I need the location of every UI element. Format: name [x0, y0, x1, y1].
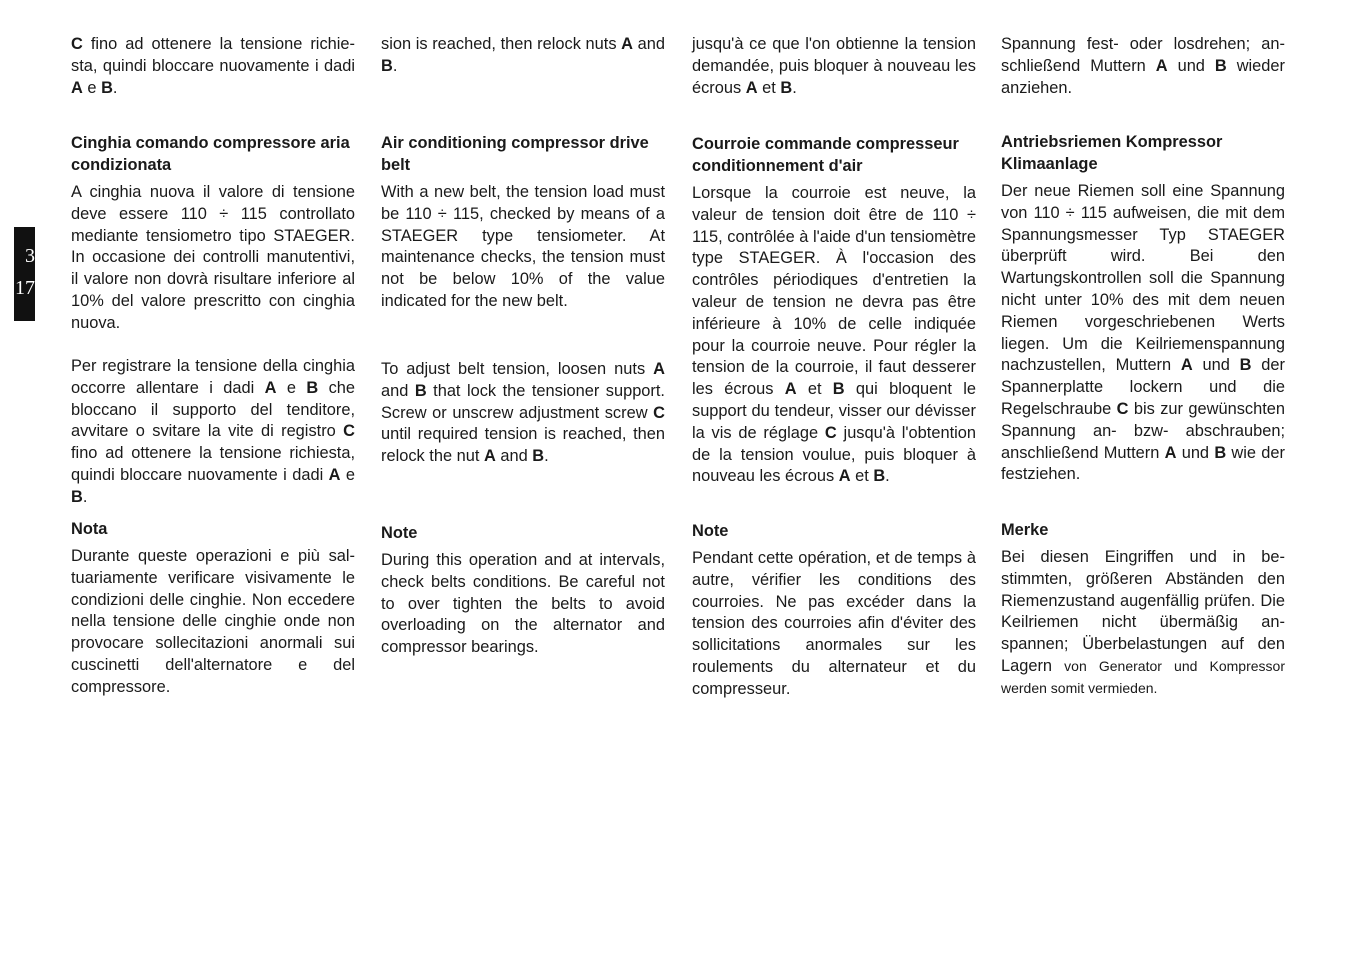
bold-label: A	[745, 78, 758, 97]
paragraph-tension: With a new belt, the tension load must be 110 ÷ 115, checked by means of a STAEGER type tensiometer. At maintenance checks, the tension must not be below 10% of the value indicated for the new belt.	[381, 183, 665, 310]
continuation-text: jusqu'à ce que l'on obtienne la tension demandée, puis bloquer à nouveau les écrous A et B.	[692, 35, 976, 97]
paragraph-adjustment: Per registrare la tensione della cinghia occorre allentare i dadi A e B che bloccano il supporto del tenditore, avvitare o svitare la vite di registro C fino ad ottenere la tensione richiesta, quindi bloccare nuovamente i dadi A e B.	[71, 357, 356, 506]
paragraph-tension: A cinghia nuova il valore di tensione deve essere 110 ÷ 115 controllato mediante tensiometro tipo STAEGER. In occasione dei controlli manutentivi, il valore non dovrà risultare inferiore al 10% del valore prescritto con cinghia nuova.	[71, 183, 355, 332]
bold-label: B	[873, 467, 886, 486]
note-title: Merke	[1001, 521, 1049, 539]
bold-label: A	[483, 447, 496, 466]
bold-label: B	[532, 447, 545, 466]
note-text-small: von Generator und Kompressor werden somit vermieden.	[1001, 657, 1285, 696]
section-tab-page: 17	[15, 277, 35, 299]
bold-label: C	[653, 403, 665, 422]
bold-label: B	[780, 78, 793, 97]
bold-label: B	[71, 487, 83, 506]
bold-label: B	[832, 380, 845, 399]
bold-label: A	[264, 378, 277, 397]
paragraph-adjustment: To adjust belt tension, loosen nuts A and B that lock the tensioner support. Screw or unscrew adjustment screw C until required tension is reached, then relock the nut A and B.	[381, 360, 665, 466]
section-heading: Air conditioning compressor drive belt	[381, 134, 649, 174]
bold-label: A	[71, 78, 83, 97]
bold-label: C	[1116, 399, 1129, 418]
bold-label: B	[414, 381, 427, 400]
paragraph-tension: Der neue Riemen soll eine Spannung von 110 ÷ 115 aufweisen, die mit dem Spannungsmesser Typ STAEGER überprüft wird. Bei den Wartungskontrollen soll die Spannung nicht unter 10% des mit dem neuen Riemen vorgeschriebenen Werts liegen. Um die Keilriemenspannung nachzustellen, Muttern A und B der Spannerplatte lockern und die Regelschraube C bis zur gewünschten Spannung an- bzw- abschrauben; anschließend Muttern A und B wie der festziehen.	[1001, 182, 1285, 484]
note-text: Pendant cette opération, et de temps à autre, vérifier les conditions des courroies. Ne pas excéder dans la tension des courroies afin d'éviter des sollicitations anormales sur les roulements du alternateur et du compresseur.	[692, 549, 976, 698]
note-text: During this operation and at intervals, check belts conditions. Be careful not to over tighten the belts to avoid overloading on the alternator and compressor bearings.	[381, 551, 665, 657]
bold-label: C	[824, 423, 837, 442]
section-heading: Antriebsriemen Kompressor Klimaanlage	[1001, 133, 1223, 173]
note-title: Nota	[71, 520, 108, 538]
bold-label: B	[381, 56, 393, 75]
bold-label: B	[1239, 356, 1252, 375]
bold-label: A	[1155, 56, 1168, 75]
bold-label: C	[343, 422, 355, 441]
bold-label: C	[71, 35, 83, 53]
bold-label: A	[328, 465, 341, 484]
section-tab	[14, 227, 35, 321]
bold-label: B	[306, 378, 319, 397]
note-text-main: Bei diesen Eingriffen und in bestimmten, größeren Abständen den Riemenzustand augenfällig prüfen. Die Keilriemen nicht übermäßig anspannen; Überbelastungen auf den Lagern	[1001, 548, 1285, 675]
bold-label: A	[1180, 356, 1193, 375]
bold-label: A	[1164, 443, 1177, 462]
bold-label: A	[621, 35, 633, 53]
note-title: Note	[692, 522, 729, 540]
continuation-text: Spannung fest- oder losdrehen; anschließend Muttern A und B wieder anziehen.	[1001, 35, 1285, 97]
paragraph-tension: Lorsque la courroie est neuve, la valeur de tension doit être de 110 ÷ 115, contrôlée à l'aide d'un tensiomètre type STAEGER. À l'occasion des contrôles périodiques d'entretien la valeur de tension ne devra pas être inférieure à 10% de celle indiquée pour la courroie neuve. Pour régler la tension de la courroie, il faut desserer les écrous A et B qui bloquent le support du tendeur, visser our dévisser la vis de réglage C jusqu'à l'obtention de la tension voulue, puis bloquer à nouveau les écrous A et B.	[692, 184, 976, 486]
bold-label: B	[101, 78, 113, 97]
note-text	[1001, 547, 1285, 700]
section-heading: Cinghia comando compressore aria condizionata	[71, 134, 350, 174]
section-tab-chapter: 3	[25, 245, 35, 267]
note-text: Durante queste operazioni e più saltuariamente verificare visivamente le condizioni delle cinghie. Non eccedere nella tensione delle cinghie onde non provocare sollecitazioni anormali sui cuscinetti dell'alternatore e del compressore.	[71, 547, 355, 696]
continuation-text: C fino ad ottenere la tensione richiesta, quindi bloccare nuovamente i dadi A e B.	[71, 35, 355, 97]
bold-label: A	[653, 360, 665, 378]
continuation-text: sion is reached, then relock nuts A and B.	[381, 35, 665, 75]
section-heading: Courroie commande compresseur conditionnement d'air	[692, 135, 959, 175]
bold-label: B	[1214, 443, 1227, 462]
bold-label: A	[838, 467, 851, 486]
note-title: Note	[381, 524, 418, 542]
bold-label: B	[1214, 56, 1227, 75]
bold-label: A	[784, 380, 797, 399]
